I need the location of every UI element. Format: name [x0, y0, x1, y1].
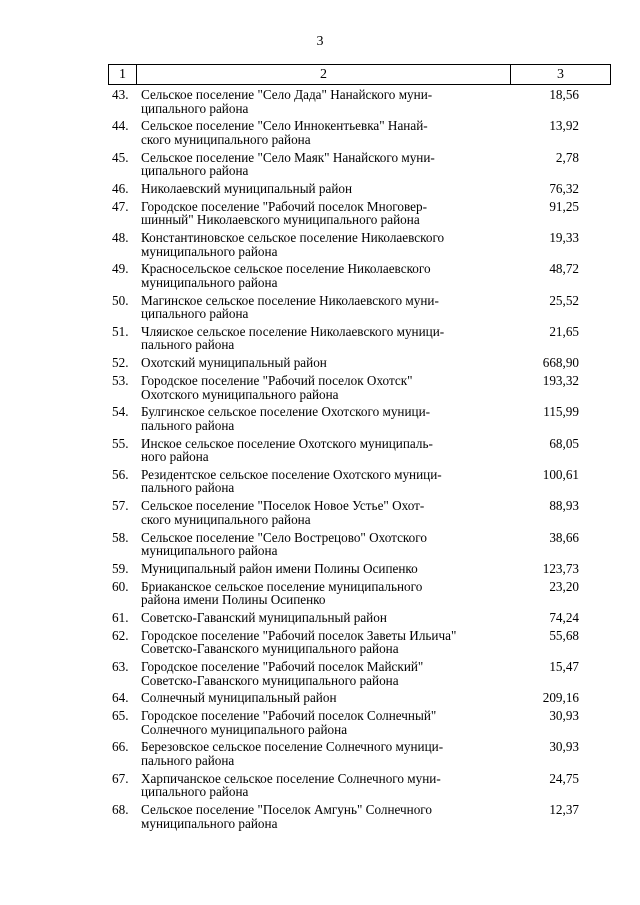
row-name — [141, 356, 511, 370]
row-number: 51. — [112, 323, 129, 339]
row-name — [141, 151, 511, 178]
row-number: 49. — [112, 261, 129, 277]
table-row — [108, 691, 610, 705]
header-col-1: 1 — [109, 65, 137, 85]
row-value: 30,93 — [549, 739, 579, 755]
row-name-line: Городское поселение "Рабочий поселок Заветы Ильича" — [141, 627, 457, 643]
row-name — [141, 119, 511, 146]
table-row — [108, 231, 610, 258]
row-name-line: Резидентское сельское поселение Охотского муници- — [141, 466, 442, 482]
row-number: 56. — [112, 466, 129, 482]
row-name-line: шинный" Николаевского муниципального района — [141, 212, 420, 228]
row-name — [141, 772, 511, 799]
table-row — [108, 660, 610, 687]
table-row — [108, 405, 610, 432]
row-name-line: Советско-Гаванский муниципальный район — [141, 609, 387, 625]
row-number: 62. — [112, 627, 129, 643]
row-name — [141, 740, 511, 767]
row-name-line: Бриаканское сельское поселение муниципального — [141, 578, 423, 594]
row-value: 30,93 — [549, 708, 579, 724]
row-value: 38,66 — [549, 529, 579, 545]
row-number: 67. — [112, 770, 129, 786]
row-name — [141, 709, 511, 736]
row-number: 57. — [112, 498, 129, 514]
row-value: 48,72 — [549, 261, 579, 277]
row-value: 74,24 — [549, 609, 579, 625]
row-name-line: Булгинское сельское поселение Охотского муници- — [141, 404, 431, 420]
row-number: 54. — [112, 404, 129, 420]
row-name — [141, 231, 511, 258]
row-name-line: Сельское поселение "Село Вострецово" Охотского — [141, 529, 427, 545]
row-name-line: Советско-Гаванского муниципального района — [141, 641, 399, 657]
row-name — [141, 437, 511, 464]
row-name-line: Солнечный муниципальный район — [141, 690, 337, 706]
row-value: 76,32 — [549, 180, 579, 196]
row-name-line: Городское поселение "Рабочий поселок Многовер- — [141, 198, 427, 214]
table-row — [108, 499, 610, 526]
header-col-2: 2 — [137, 65, 511, 85]
row-value: 91,25 — [549, 198, 579, 214]
row-value: 55,68 — [549, 627, 579, 643]
row-name-line: Сельское поселение "Поселок Амгунь" Солнечного — [141, 802, 432, 817]
row-name — [141, 803, 511, 830]
table-row — [108, 772, 610, 799]
row-name-line: Инское сельское поселение Охотского муниципаль- — [141, 435, 433, 451]
row-name — [141, 294, 511, 321]
table-row — [108, 740, 610, 767]
row-number: 44. — [112, 118, 129, 134]
row-value: 12,37 — [549, 802, 579, 817]
row-number: 66. — [112, 739, 129, 755]
row-name-line: Магинское сельское поселение Николаевского муни- — [141, 292, 439, 308]
row-name — [141, 531, 511, 558]
row-name-line: Городское поселение "Рабочий поселок Майский" — [141, 659, 424, 674]
row-name-line: Сельское поселение "Село Маяк" Нанайского муни- — [141, 149, 435, 165]
row-name-line: Охотского муниципального района — [141, 386, 339, 402]
table-row — [108, 119, 610, 146]
row-name-line: Березовское сельское поселение Солнечного муници- — [141, 739, 444, 755]
row-number: 43. — [112, 87, 129, 102]
row-value: 209,16 — [542, 690, 579, 706]
row-number: 63. — [112, 659, 129, 674]
header-col-3: 3 — [511, 65, 611, 85]
row-name-line: Чляиское сельское поселение Николаевского муници- — [141, 323, 445, 339]
row-value: 100,61 — [542, 466, 579, 482]
row-name-line: Николаевский муниципальный район — [141, 180, 353, 196]
page-number: 3 — [316, 34, 324, 49]
row-name-line: Сельское поселение "Село Иннокентьевка" Нанай- — [141, 118, 428, 134]
row-name-line: Городское поселение "Рабочий поселок Солнечный" — [141, 708, 437, 724]
row-name — [141, 468, 511, 495]
row-value: 15,47 — [549, 659, 579, 674]
table-row — [108, 151, 610, 178]
table-row — [108, 356, 610, 370]
row-number: 58. — [112, 529, 129, 545]
row-name — [141, 660, 511, 687]
row-value: 2,78 — [555, 149, 579, 165]
row-number: 53. — [112, 373, 129, 388]
row-value: 115,99 — [543, 404, 579, 420]
row-name — [141, 88, 511, 115]
row-name-line: ского муниципального района — [141, 131, 311, 147]
row-value: 88,93 — [549, 498, 579, 514]
row-name-line: пального района — [141, 417, 235, 433]
table-row — [108, 468, 610, 495]
row-name-line: пального района — [141, 752, 235, 768]
row-name-line: Охотский муниципальный район — [141, 355, 327, 371]
row-name-line: Сельское поселение "Село Дада" Нанайского муни- — [141, 87, 433, 102]
row-name — [141, 629, 511, 656]
row-name — [141, 611, 511, 625]
table-row — [108, 629, 610, 656]
table-row — [108, 325, 610, 352]
row-name — [141, 182, 511, 196]
table-row — [108, 709, 610, 736]
row-value: 13,92 — [549, 118, 579, 134]
row-name — [141, 499, 511, 526]
row-number: 48. — [112, 230, 129, 245]
row-name-line: пального района — [141, 480, 235, 496]
row-name-line: ного района — [141, 449, 209, 465]
row-name — [141, 405, 511, 432]
row-value: 123,73 — [542, 560, 579, 576]
row-name-line: пального района — [141, 337, 235, 353]
row-name-line: муниципального района — [141, 274, 278, 290]
row-number: 65. — [112, 708, 129, 724]
table-row — [108, 437, 610, 464]
row-name-line: района имени Полины Осипенко — [141, 592, 326, 608]
table-row — [108, 611, 610, 625]
row-name — [141, 262, 511, 289]
row-name-line: Городское поселение "Рабочий поселок Охотск" — [141, 373, 413, 388]
row-name-line: муниципального района — [141, 243, 278, 259]
row-value: 68,05 — [549, 435, 579, 451]
row-name — [141, 200, 511, 227]
row-name-line: ципального района — [141, 100, 249, 116]
row-number: 47. — [112, 198, 129, 214]
row-value: 18,56 — [549, 87, 579, 102]
table-header — [108, 64, 611, 85]
row-value: 193,32 — [542, 373, 579, 388]
row-name — [141, 325, 511, 352]
row-name-line: ского муниципального района — [141, 511, 311, 527]
row-number: 55. — [112, 435, 129, 451]
row-number: 45. — [112, 149, 129, 165]
row-value: 25,52 — [549, 292, 579, 308]
row-name-line: Советско-Гаванского муниципального района — [141, 672, 399, 688]
row-number: 61. — [112, 609, 129, 625]
row-name-line: Муниципальный район имени Полины Осипенко — [141, 560, 418, 576]
table-row — [108, 531, 610, 558]
row-name-line: муниципального района — [141, 815, 278, 831]
row-number: 68. — [112, 802, 129, 817]
row-value: 668,90 — [542, 355, 579, 371]
row-value: 23,20 — [549, 578, 579, 594]
table-row — [108, 182, 610, 196]
row-name — [141, 562, 511, 576]
table-row — [108, 562, 610, 576]
table-row — [108, 262, 610, 289]
row-name-line: Константиновское сельское поселение Николаевского — [141, 230, 445, 245]
row-name-line: ципального района — [141, 163, 249, 179]
row-number: 52. — [112, 355, 129, 371]
table-row — [108, 803, 610, 830]
table-row — [108, 200, 610, 227]
row-name-line: Солнечного муниципального района — [141, 721, 348, 737]
row-value: 21,65 — [549, 323, 579, 339]
table-row — [108, 88, 610, 115]
row-number: 59. — [112, 560, 129, 576]
table-row — [108, 374, 610, 401]
row-number: 64. — [112, 690, 129, 706]
row-name-line: Сельское поселение "Поселок Новое Устье" Охот- — [141, 498, 425, 514]
row-name-line: ципального района — [141, 784, 249, 800]
table-row — [108, 294, 610, 321]
row-name-line: ципального района — [141, 306, 249, 322]
row-name — [141, 580, 511, 607]
row-name-line: муниципального района — [141, 543, 278, 558]
row-number: 60. — [112, 578, 129, 594]
row-name-line: Красносельское сельское поселение Николаевского — [141, 261, 431, 277]
row-number: 46. — [112, 180, 129, 196]
row-name — [141, 691, 511, 705]
row-name-line: Харпичанское сельское поселение Солнечного муни- — [141, 770, 441, 786]
row-value: 24,75 — [549, 770, 579, 786]
table-row — [108, 580, 610, 607]
row-number: 50. — [112, 292, 129, 308]
row-value: 19,33 — [549, 230, 579, 245]
row-name — [141, 374, 511, 401]
